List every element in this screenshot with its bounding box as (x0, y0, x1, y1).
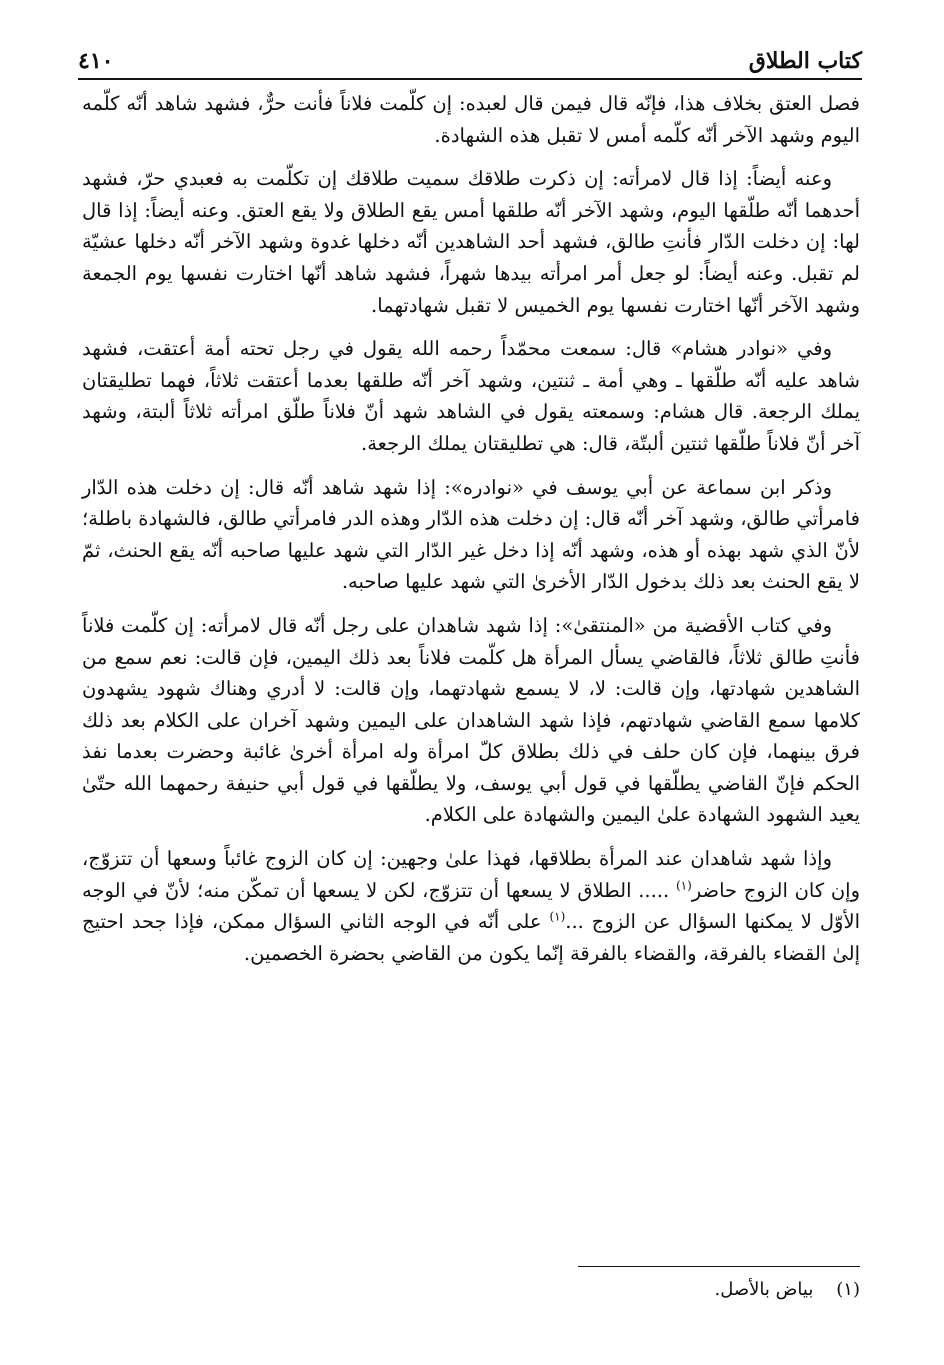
footnote-divider (578, 1266, 860, 1267)
footnote (82, 1276, 860, 1304)
main-text (82, 88, 860, 981)
footnote-text: بياض بالأصل. (714, 1279, 814, 1300)
paragraph-text: وإذا شهد شاهدان عند المرأة بطلاقها، فهذا علىٰ وجهين: إن كان الزوج غائباً وسعها أن تتزوّج، وإن كان الزوج حاضر (82, 847, 861, 902)
footnote-number: (١) (836, 1279, 860, 1300)
footnote-marker: (١) (549, 909, 566, 924)
paragraph-text: ..... الطلاق لا يسعها أن تتزوّج، لكن لا يسعها أن تمكّن منه؛ لأنّ في الوجه الأوّل لا يمكنها السؤال عن الزوج ... (82, 878, 860, 934)
paragraph: وفي كتاب الأقضية من «المنتقىٰ»: إذا شهد شاهدان على رجل أنّه قال لامرأته: إن كلّمت فلاناً فأنتِ طالق ثلاثاً، فالقاضي يسأل المرأة هل كلّمت فلاناً بعد ذلك اليمين، فإن قالت: نعم سمع من الشاهدين شهادتها، وإن قالت: لا، لا يسمع شهادتهما، وإن قالت: لا أدري وهناك شهود يشهدون كلامها سمع القاضي شهادتهم، فإذا شهد الشاهدان على اليمين وشهد آخران على الكلام بعد ذلك فرق بينهما، فإن كان حلف في ذلك بطلاق كلّ امرأة وله امرأة أخرىٰ غائبة وحضرت بعدما نفذ الحكم فإنّ القاضي يطلّقها في قول أبي يوسف، ولا يطلّقها في قول أبي حنيفة رحمهما الله حتّىٰ يعيد الشهود الشهادة علىٰ اليمين والشهادة على الكلام. (82, 613, 860, 827)
running-title: كتاب الطلاق (748, 48, 862, 74)
page-header (78, 34, 862, 80)
footnote-marker: (١) (675, 878, 692, 893)
paragraph: فصل العتق بخلاف هذا، فإنّه قال فيمن قال لعبده: إن كلّمت فلاناً فأنت حرٌّ، فشهد شاهد أنّه كلّمه اليوم وشهد الآخر أنّه كلّمه أمس لا تقبل هذه الشهادة. (82, 92, 860, 147)
paragraph-text: على أنّه في الوجه الثاني السؤال ممكن، فإذا جحد احتيج إلىٰ القضاء بالفرقة، والقضاء بالفرقة إنّما يكون من القاضي بحضرة الخصمين. (82, 910, 860, 965)
paragraph: وعنه أيضاً: إذا قال لامرأته: إن ذكرت طلاقك سميت طلاقك إن تكلّمت به فعبدي حرّ، فشهد أحدهما أنّه طلّقها اليوم، وشهد الآخر أنّه طلقها أمس يقع الطلاق ولا يقع العتق. وعنه أيضاً: إذا قال لها: إن دخلت الدّار فأنتِ طالق، فشهد أحد الشاهدين أنّه دخلها غدوة وشهد الآخر أنّه دخلها عشيّة لم تقبل. وعنه أيضاً: لو جعل أمر امرأته بيدها شهراً، فشهد شاهد أنّها اختارت نفسها يوم الجمعة وشهد الآخر أنّها اختارت نفسها يوم الخميس لا تقبل شهادتهما. (82, 167, 860, 317)
paragraph: وذكر ابن سماعة عن أبي يوسف في «نوادره»: إذا شهد شاهد أنّه قال: إن دخلت هذه الدّار فامرأتي طالق، وشهد آخر أنّه قال: إن دخلت هذه الدّار وهذه الدر فامرأتي طالق، فالشهادة باطلة؛ لأنّ الذي شهد بهذه أو هذه، وشهد أنّه إذا دخل غير الدّار التي شهد عليها صاحبه أنّه يقع الحنث، ثمّ لا يقع الحنث بعد ذلك بدخول الدّار الأخرىٰ التي شهد عليها صاحبه. (82, 475, 860, 594)
page-number: ٤١٠ (78, 48, 114, 74)
paragraph: وفي «نوادر هشام» قال: سمعت محمّداً رحمه الله يقول في رجل تحته أمة أعتقت، فشهد شاهد عليه أنّه طلّقها ـ وهي أمة ـ ثنتين، وشهد آخر أنّه طلقها بعدما أعتقت ثلاثاً، فهما تطليقتان يملك الرجعة. قال هشام: وسمعته يقول في الشاهد شهد أنّ فلاناً طلّق امرأته ثلاثاً ألبتة، وشهد آخر أنّ فلاناً طلّقها ثنتين ألبتّة، قال: هي تطليقتان يملك الرجعة. (82, 337, 860, 455)
paragraph (82, 843, 860, 969)
